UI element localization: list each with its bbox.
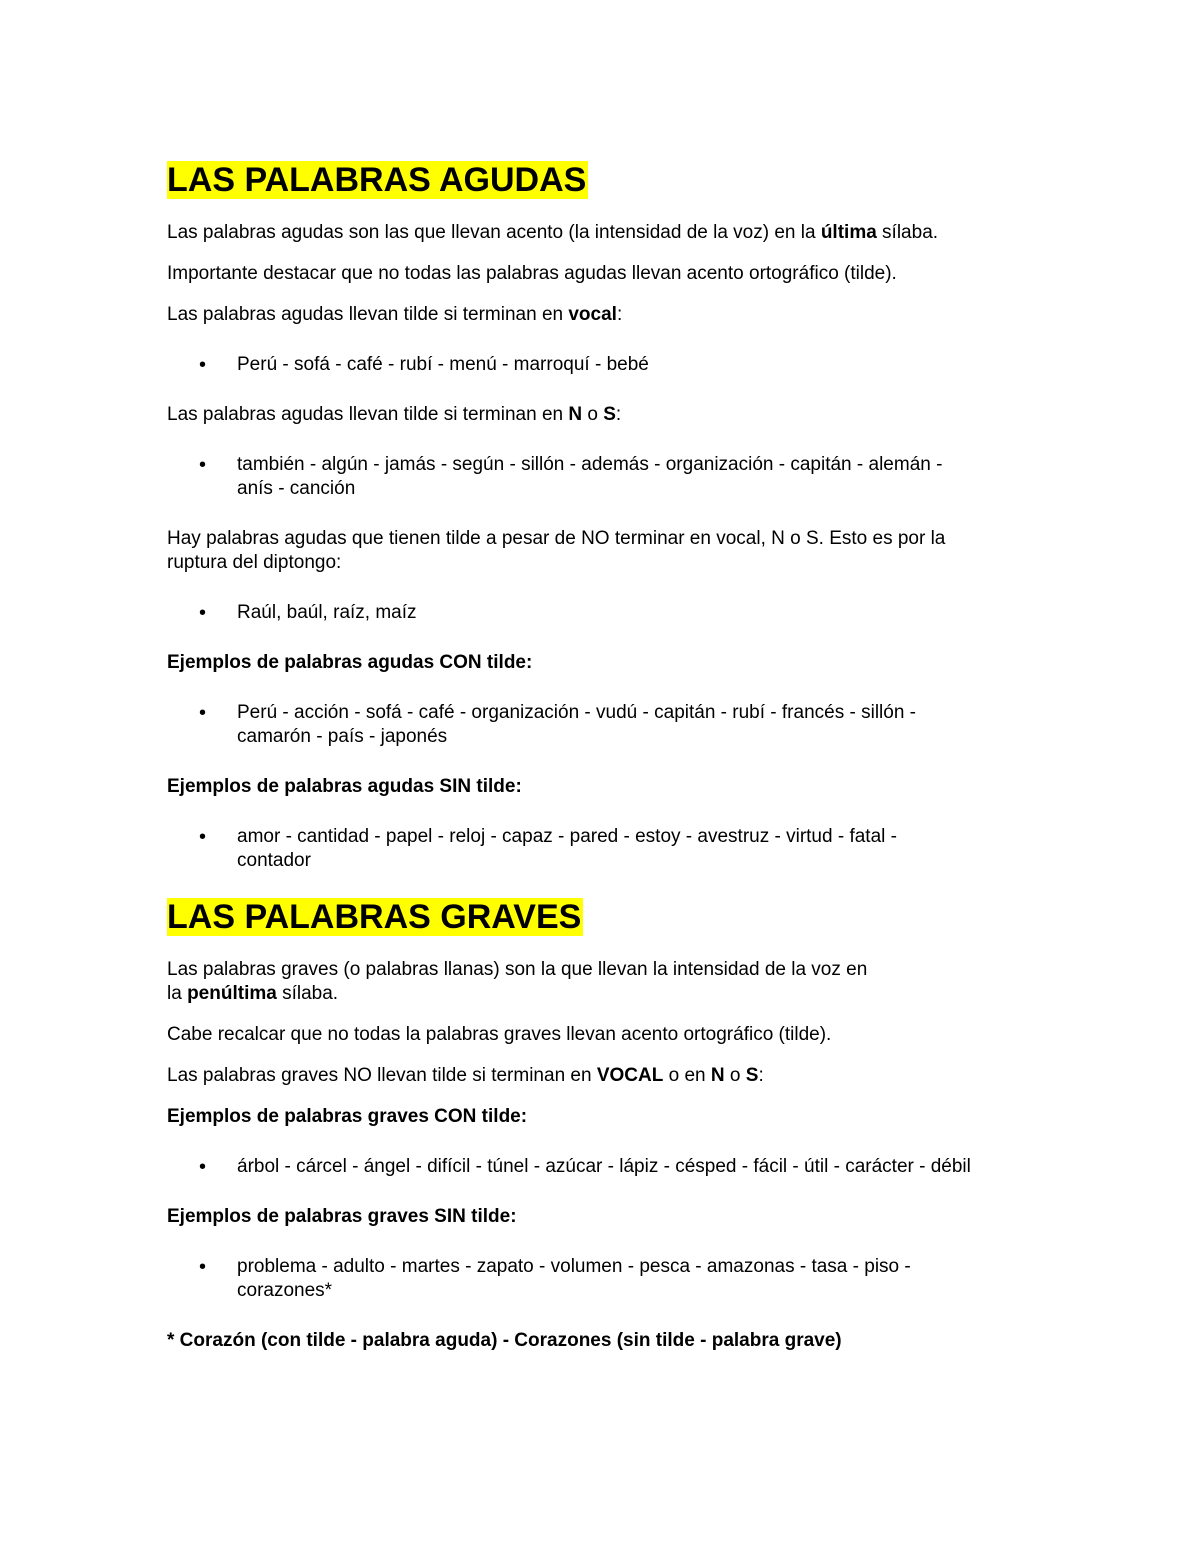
bold-run: VOCAL — [596, 1064, 664, 1086]
list-item: • Raúl, baúl, raíz, maíz — [167, 601, 1067, 625]
text-run: Las palabras agudas son las que llevan acento (la intensidad de la voz) en la — [167, 221, 821, 243]
agudas-hiatus-list — [167, 601, 1067, 625]
list-item — [167, 701, 1067, 749]
graves-con-heading: Ejemplos de palabras graves CON tilde: — [167, 1105, 528, 1127]
text-run: o — [724, 1064, 746, 1086]
text-run: amor - cantidad - papel - reloj - capaz - pared - estoy - avestruz - virtud - fatal - — [237, 825, 897, 847]
text-run: Las palabras agudas llevan tilde si terminan en — [167, 403, 569, 425]
agudas-con-list — [167, 701, 1067, 749]
bold-run: S — [603, 403, 616, 425]
text-run: ruptura del diptongo: — [167, 551, 342, 573]
list-item: • árbol - cárcel - ángel - difícil - túnel - azúcar - lápiz - césped - fácil - útil - carácter - débil — [167, 1155, 1067, 1179]
text-run: anís - canción — [237, 477, 356, 499]
agudas-rule-vocal — [167, 303, 1067, 327]
graves-rule — [167, 1064, 1067, 1088]
text-run: Hay palabras agudas que tienen tilde a pesar de NO terminar en vocal, N o S. Esto es por la — [167, 527, 946, 549]
text-run: problema - adulto - martes - zapato - volumen - pesca - amazonas - tasa - piso - — [237, 1255, 911, 1277]
graves-note: Cabe recalcar que no todas la palabras graves llevan acento ortográfico (tilde). — [167, 1023, 832, 1045]
text-run: contador — [237, 849, 311, 871]
agudas-con-heading: Ejemplos de palabras agudas CON tilde: — [167, 651, 533, 673]
heading-agudas — [167, 160, 1067, 201]
agudas-note: Importante destacar que no todas las palabras agudas llevan acento ortográfico (tilde). — [167, 262, 897, 284]
agudas-hiatus — [167, 527, 1067, 575]
text-run: : — [758, 1064, 764, 1086]
text-run: Las palabras graves (o palabras llanas) son la que llevan la intensidad de la voz en — [167, 958, 868, 980]
bold-run: S — [745, 1064, 759, 1086]
bold-run: última — [820, 221, 877, 243]
text-run: sílaba. — [876, 221, 939, 243]
text-run: camarón - país - japonés — [237, 725, 448, 747]
text-run: : — [616, 303, 623, 325]
text-run: sílaba. — [276, 982, 339, 1004]
agudas-sin-heading: Ejemplos de palabras agudas SIN tilde: — [167, 775, 522, 797]
text-run: : — [615, 403, 622, 425]
bold-run: N — [710, 1064, 725, 1086]
text-run: o — [582, 403, 604, 425]
graves-con-list — [167, 1155, 1067, 1179]
list-item: • Perú - sofá - café - rubí - menú - marroquí - bebé — [167, 353, 1067, 377]
text-run: o en — [663, 1064, 711, 1086]
bold-run: N — [568, 403, 583, 425]
text-run: Las palabras graves NO llevan tilde si terminan en — [167, 1064, 597, 1086]
graves-definition — [167, 958, 1067, 1006]
text-run: Perú - acción - sofá - café - organización - vudú - capitán - rubí - francés - sillón - — [237, 701, 916, 723]
agudas-sin-list — [167, 825, 1067, 873]
list-item — [167, 825, 1067, 873]
text-run: Las palabras agudas llevan tilde si terminan en — [167, 303, 569, 325]
text-run: la — [167, 982, 188, 1004]
heading-agudas-text: LAS PALABRAS AGUDAS — [167, 161, 587, 199]
graves-sin-list — [167, 1255, 1067, 1303]
bold-run: penúltima — [187, 982, 277, 1004]
heading-graves-text: LAS PALABRAS GRAVES — [167, 897, 582, 936]
agudas-definition — [167, 221, 1067, 245]
text-run: corazones* — [237, 1279, 333, 1301]
agudas-ns-list — [167, 453, 1067, 501]
document-content — [167, 160, 1067, 1353]
list-item — [167, 453, 1067, 501]
heading-graves — [167, 897, 1067, 938]
footnote: * Corazón (con tilde - palabra aguda) - Corazones (sin tilde - palabra grave) — [167, 1329, 842, 1351]
text-run: también - algún - jamás - según - sillón - además - organización - capitán - alemán - — [237, 453, 943, 475]
bold-run: vocal — [568, 303, 617, 325]
list-item — [167, 1255, 1067, 1303]
graves-sin-heading: Ejemplos de palabras graves SIN tilde: — [167, 1205, 517, 1227]
agudas-rule-ns — [167, 403, 1067, 427]
agudas-vocal-list — [167, 353, 1067, 377]
